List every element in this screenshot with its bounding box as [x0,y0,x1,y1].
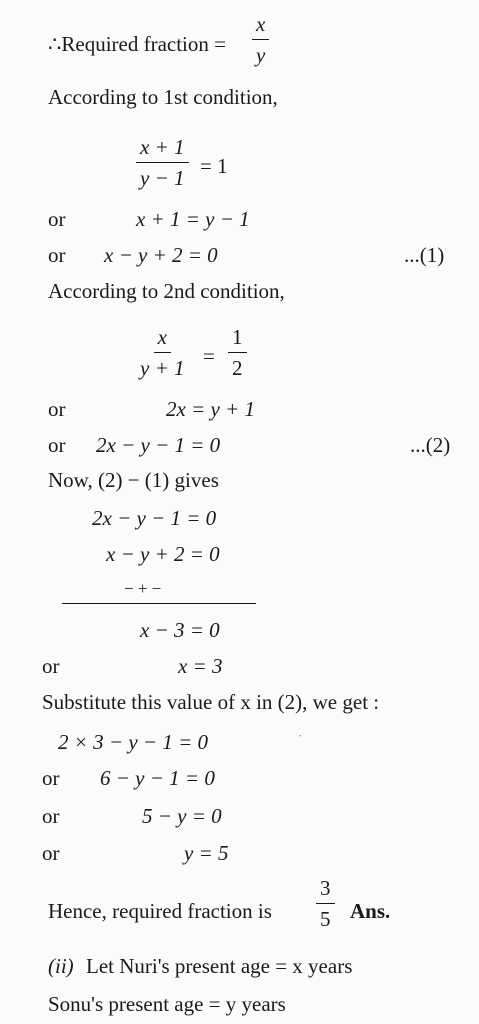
subtraction-row-1: 2x − y − 1 = 0 [92,506,217,530]
nuri-age-statement: Let Nuri's present age = x years [86,954,353,978]
or-label: or [48,433,66,457]
or-label: or [42,841,60,865]
fraction-denominator: y − 1 [140,166,185,190]
fraction-denominator: 2 [232,356,243,380]
half-fraction [228,327,247,379]
or-label: or [42,654,60,678]
equation-tag-1: ...(1) [404,243,445,267]
fraction-denominator: 5 [320,907,331,931]
speck: ˙ [298,733,303,748]
required-fraction [252,14,269,66]
fraction-numerator: x [154,327,171,353]
part-ii-label: (ii) [48,954,74,978]
y-value: y = 5 [184,841,229,865]
fraction-numerator: 1 [228,327,247,353]
subtraction-row-2: x − y + 2 = 0 [106,542,220,566]
equation-2: 2x − y − 1 = 0 [96,433,221,457]
subtraction-signs: − + − [124,579,162,598]
answer-label: Ans. [350,899,391,923]
sonu-age-statement: Sonu's present age = y years [48,992,286,1016]
or-label: or [48,207,66,231]
equation: x + 1 = y − 1 [136,207,250,231]
or-label: or [48,243,66,267]
equation-1: x − y + 2 = 0 [104,243,218,267]
x-value: x = 3 [178,654,223,678]
or-label: or [48,397,66,421]
substitute-text: Substitute this value of x in (2), we get : [42,690,380,714]
condition-1-heading: According to 1st condition, [48,85,278,109]
or-label: or [42,766,60,790]
or-label: or [42,804,60,828]
condition-1-rhs: = 1 [200,154,228,178]
conclusion-text: Hence, required fraction is [48,899,272,923]
answer-fraction [316,878,335,930]
fraction-denominator: y [256,43,266,67]
condition-2-fraction [136,327,189,379]
subtraction-rule [62,603,256,604]
subtraction-result: x − 3 = 0 [140,618,220,642]
fraction-numerator: x [252,14,269,40]
fraction-numerator: 3 [316,878,335,904]
equation-tag-2: ...(2) [410,433,451,457]
equals-sign: = [203,344,215,368]
equation: 2x = y + 1 [166,397,255,421]
fraction-denominator: y + 1 [140,356,185,380]
fraction-numerator: x + 1 [136,137,189,163]
condition-2-heading: According to 2nd condition, [48,279,285,303]
equation: 6 − y − 1 = 0 [100,766,215,790]
subtraction-heading: Now, (2) − (1) gives [48,468,219,492]
substitution-equation: 2 × 3 − y − 1 = 0 [58,730,209,754]
required-fraction-label: ∴Required fraction = [48,32,226,56]
equation: 5 − y = 0 [142,804,222,828]
condition-1-fraction [136,137,189,189]
